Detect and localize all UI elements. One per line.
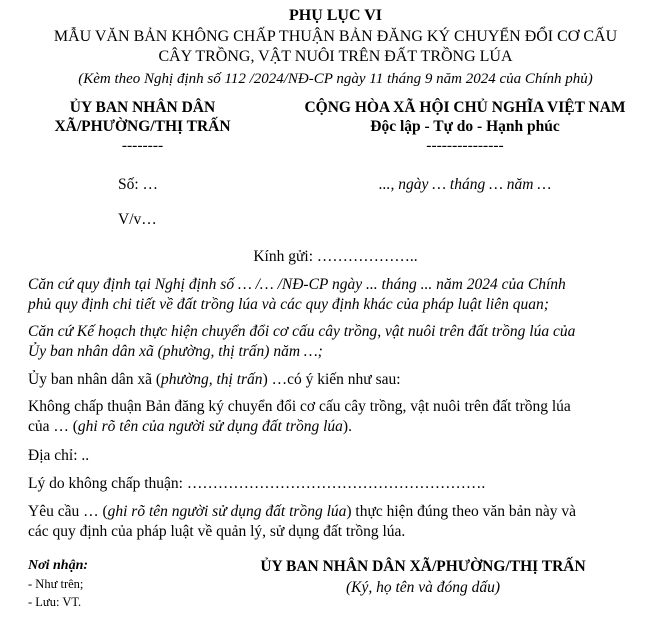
address-line: Địa chỉ: .. — [28, 447, 90, 464]
document-title-line1: MẪU VĂN BẢN KHÔNG CHẤP THUẬN BẢN ĐĂNG KÝ CHUYỂN ĐỔI CƠ CẤU — [53, 28, 618, 45]
rejection-text-italic: ghi rõ tên của người sử dụng đất trồng lúa — [77, 418, 343, 435]
rejection-line1: Không chấp thuận Bản đăng ký chuyển đổi cơ cấu cây trồng, vật nuôi trên đất trồng lúa — [28, 398, 571, 415]
document-date: ..., ngày … tháng … năm … — [378, 176, 552, 193]
state-name: CỘNG HÒA XÃ HỘI CHỦ NGHĨA VIỆT NAM — [304, 99, 626, 116]
opinion-text-italic: phường, thị trấn — [161, 371, 263, 388]
opinion-text-post: ) …có ý kiến như sau: — [262, 371, 401, 388]
request-line1 — [28, 502, 648, 521]
opinion-line — [28, 370, 648, 389]
basis-1-line1: Căn cứ quy định tại Nghị định số … /… /NĐ-CP ngày ... tháng ... năm 2024 của Chính — [28, 276, 566, 293]
recipients-item-2: - Lưu: VT. — [28, 595, 82, 609]
reason-line: Lý do không chấp thuận: …………………………………………………. — [28, 475, 486, 492]
state-motto: Độc lập - Tự do - Hạnh phúc — [370, 118, 560, 135]
appendix-heading: PHỤ LỤC VI — [288, 7, 383, 24]
basis-2-line1: Căn cứ Kế hoạch thực hiện chuyển đổi cơ cấu cây trồng, vật nuôi trên đất trồng lúa của — [28, 323, 576, 340]
rejection-text-post: ). — [342, 418, 352, 435]
request-text-pre: Yêu cầu … ( — [28, 503, 108, 520]
recipients-item-1: - Như trên; — [28, 577, 84, 591]
request-text-post: ) thực hiện đúng theo văn bản này và — [346, 503, 577, 520]
rejection-text-pre: của … ( — [28, 418, 78, 435]
document-subtitle: (Kèm theo Nghị định số 112 /2024/NĐ-CP ngày 11 tháng 9 năm 2024 của Chính phủ) — [78, 71, 593, 87]
issuer-divider: -------- — [121, 137, 164, 154]
request-line2: các quy định của pháp luật về quản lý, sử dụng đất trồng lúa. — [28, 523, 406, 540]
recipients-label: Nơi nhận: — [28, 558, 89, 573]
signature-note: (Ký, họ tên và đóng dấu) — [345, 579, 501, 596]
recipient-line: Kính gửi: ……………….. — [253, 248, 418, 265]
document-title-line2: CÂY TRỒNG, VẬT NUÔI TRÊN ĐẤT TRỒNG LÚA — [158, 48, 513, 65]
issuer-name-line2: XÃ/PHƯỜNG/THỊ TRẤN — [54, 118, 231, 135]
issuer-name-line1: ỦY BAN NHÂN DÂN — [69, 99, 216, 116]
basis-1-line2: phủ quy định chi tiết về đất trồng lúa và các quy định khác của pháp luật liên quan; — [28, 296, 549, 313]
document-number: Số: … — [118, 176, 159, 193]
signature-title: ỦY BAN NHÂN DÂN XÃ/PHƯỜNG/THỊ TRẤN — [260, 558, 586, 575]
document-subject: V/v… — [118, 211, 157, 228]
request-text-italic: ghi rõ tên người sử dụng đất trồng lúa — [107, 503, 347, 520]
opinion-text-pre: Ủy ban nhân dân xã ( — [28, 371, 161, 388]
basis-2-line2: Ủy ban nhân dân xã (phường, thị trấn) năm …; — [28, 343, 323, 360]
rejection-line2 — [28, 417, 648, 436]
state-divider: --------------- — [426, 137, 504, 154]
